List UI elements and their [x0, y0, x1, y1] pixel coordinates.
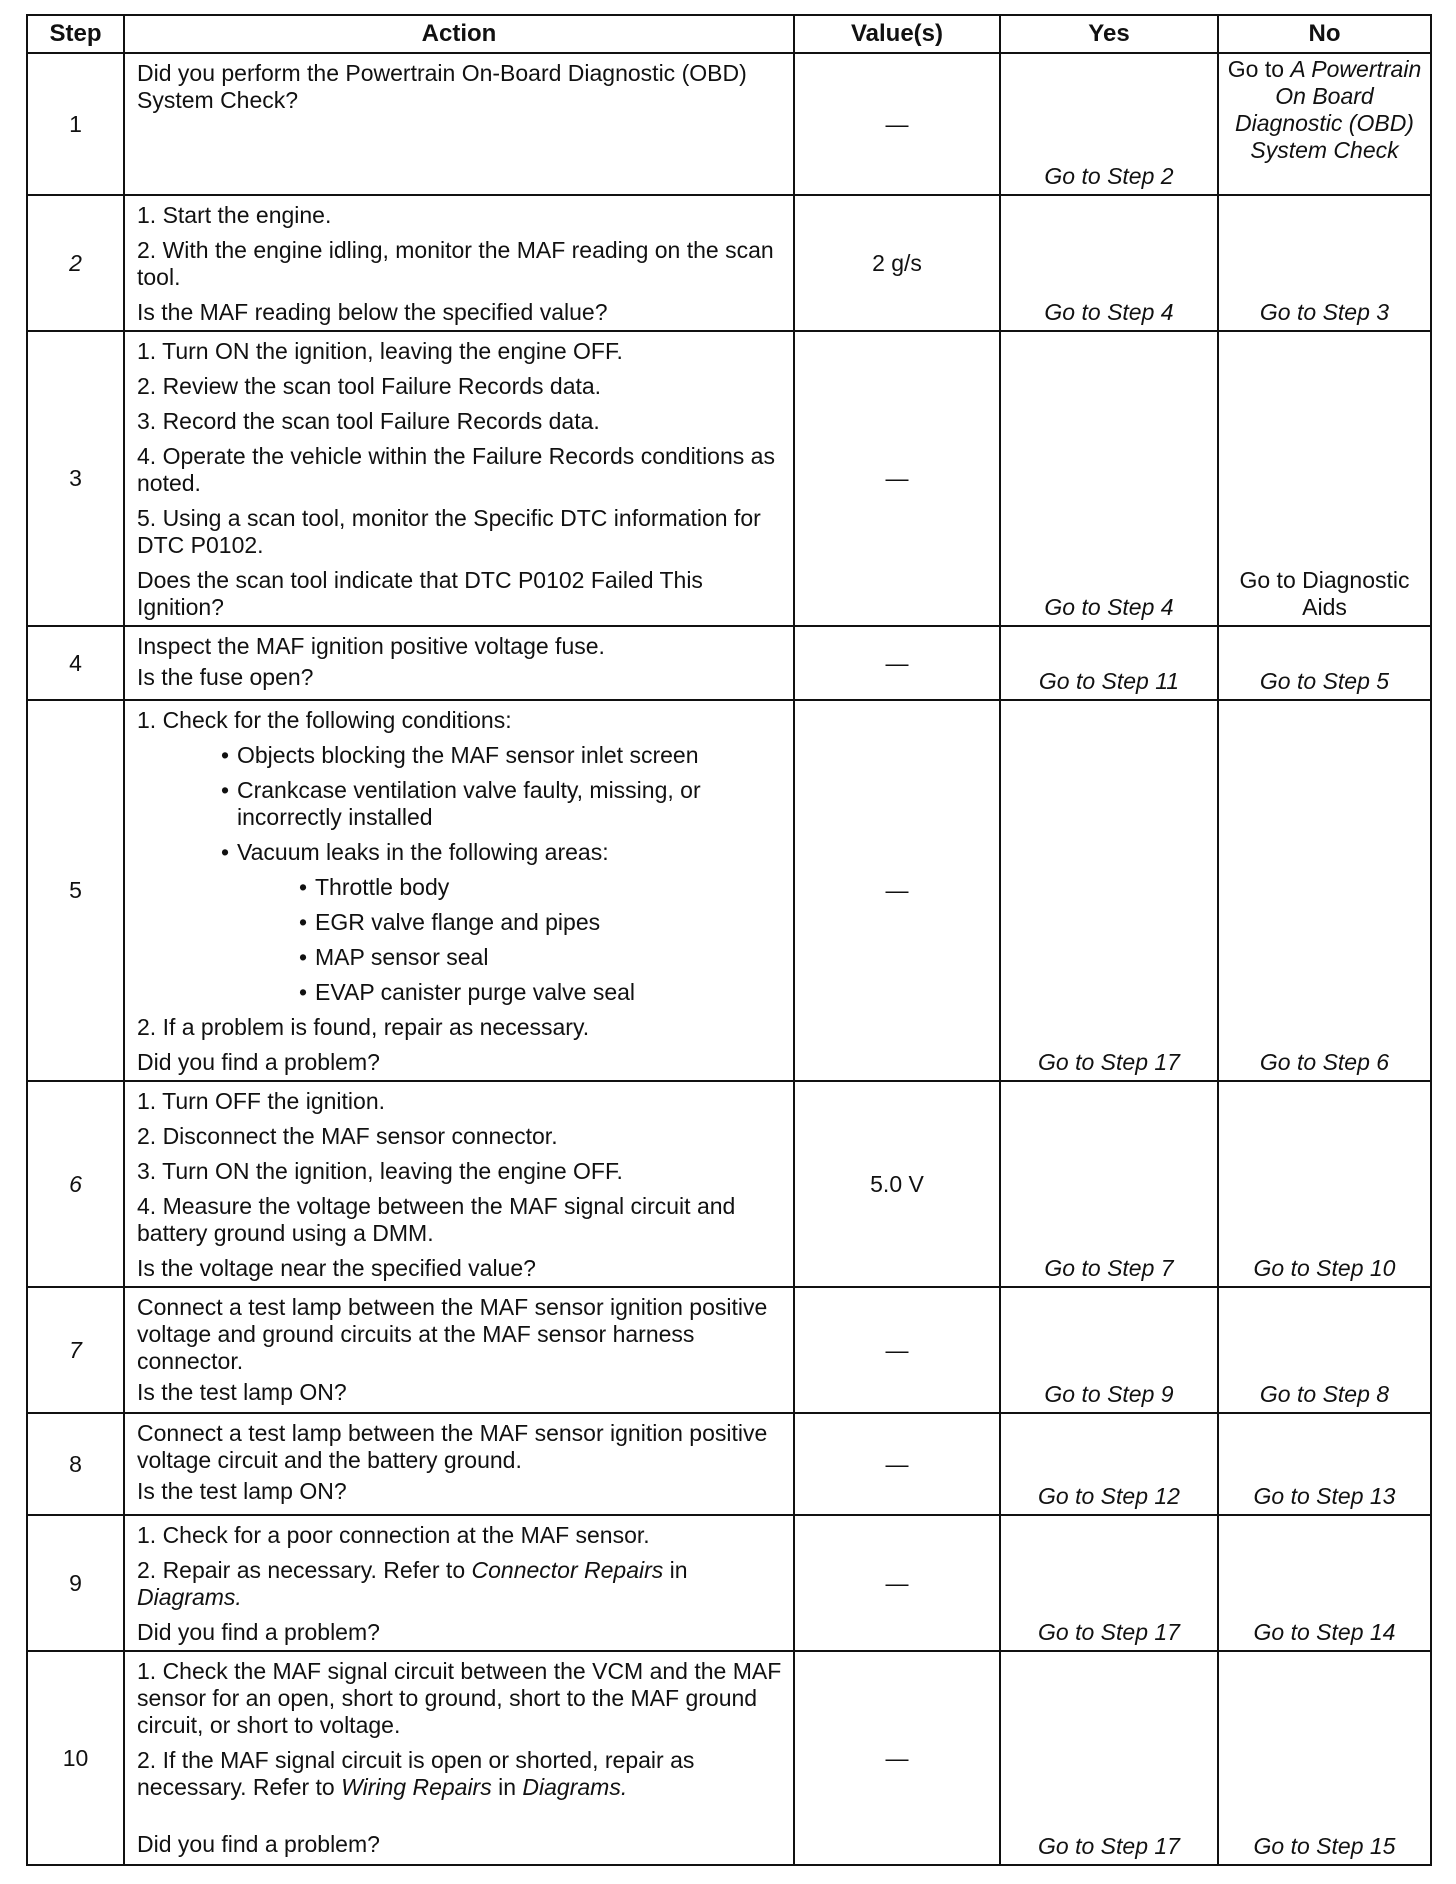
action-cell: [124, 1413, 794, 1515]
action-cell: [124, 700, 794, 1081]
action-item: [137, 505, 785, 559]
action-item-text: 1. Check for the following conditions:: [137, 707, 512, 733]
value-cell: —: [794, 1651, 1000, 1865]
action-item-text: 3. Record the scan tool Failure Records data.: [137, 408, 600, 434]
no-cell: Go to Step 13: [1218, 1413, 1431, 1515]
value-cell: 2 g/s: [794, 195, 1000, 331]
step-number: 2: [27, 195, 124, 331]
sub-bullet-item: • EVAP canister purge valve seal: [137, 979, 785, 1006]
header-action: Action: [124, 15, 794, 53]
sub-bullet-text: EGR valve flange and pipes: [315, 909, 601, 935]
table-row-step-6: [27, 1081, 1431, 1287]
table-row-step-9: [27, 1515, 1431, 1651]
no-cell: Go to Step 6: [1218, 700, 1431, 1081]
no-cell: Go to Step 5: [1218, 626, 1431, 700]
sub-bullet-item: • EGR valve flange and pipes: [137, 909, 785, 936]
action-cell: [124, 195, 794, 331]
step-number: 1: [27, 53, 124, 195]
header-no: No: [1218, 15, 1431, 53]
action-item-text: in: [663, 1557, 688, 1583]
no-link-text: A Powertrain On Board Diagnostic (OBD) System Check: [1235, 56, 1422, 163]
action-item-text: 2. If the MAF signal circuit is open or shorted, repair as necessary. Refer to: [137, 1747, 695, 1800]
no-cell: Go to Diagnostic Aids: [1218, 331, 1431, 626]
table-row-step-8: [27, 1413, 1431, 1515]
yes-cell: Go to Step 17: [1000, 1651, 1218, 1865]
header-step: Step: [27, 15, 124, 53]
yes-cell: Go to Step 11: [1000, 626, 1218, 700]
action-item: [137, 408, 785, 435]
bullet-text: Crankcase ventilation valve faulty, missing, or incorrectly installed: [237, 777, 701, 830]
action-item: [137, 338, 785, 365]
action-item: [137, 1088, 785, 1115]
value-cell: —: [794, 331, 1000, 626]
action-item: [137, 1193, 785, 1247]
action-item: [137, 1158, 785, 1185]
header-values: Value(s): [794, 15, 1000, 53]
header-yes: Yes: [1000, 15, 1218, 53]
no-cell: Go to Step 8: [1218, 1287, 1431, 1413]
value-cell: —: [794, 700, 1000, 1081]
value-cell: 5.0 V: [794, 1081, 1000, 1287]
action-item: [137, 1747, 785, 1801]
action-item-text: in: [491, 1774, 523, 1800]
action-item-text: 2. With the engine idling, monitor the MAF reading on the scan tool.: [137, 237, 774, 290]
yes-cell: Go to Step 17: [1000, 700, 1218, 1081]
action-cell: [124, 626, 794, 700]
no-cell: Go to Step 15: [1218, 1651, 1431, 1865]
action-item-text: 2. Review the scan tool Failure Records data.: [137, 373, 602, 399]
action-cell: [124, 1651, 794, 1865]
diagnostic-table: [26, 14, 1432, 1866]
yes-cell: Go to Step 7: [1000, 1081, 1218, 1287]
no-cell: [1218, 53, 1431, 195]
action-item: [137, 1658, 785, 1739]
action-item: [137, 707, 785, 734]
action-item: [137, 1014, 785, 1041]
action-item-text: 3. Turn ON the ignition, leaving the engine OFF.: [137, 1158, 623, 1184]
step-number: 4: [27, 626, 124, 700]
action-text: Inspect the MAF ignition positive voltage fuse.: [137, 633, 605, 659]
action-item-text: 2. Disconnect the MAF sensor connector.: [137, 1123, 558, 1149]
action-item: [137, 237, 785, 291]
action-text: Did you perform the Powertrain On-Board Diagnostic (OBD) System Check?: [137, 60, 747, 113]
action-item: [137, 202, 785, 229]
yes-cell: Go to Step 2: [1000, 53, 1218, 195]
reference-link: Connector Repairs: [471, 1557, 664, 1583]
table-row-step-1: [27, 53, 1431, 195]
action-text: Connect a test lamp between the MAF sensor ignition positive voltage circuit and the battery ground.: [137, 1420, 768, 1473]
action-item-text: 1. Check for a poor connection at the MAF sensor.: [137, 1522, 650, 1548]
action-cell: [124, 331, 794, 626]
action-cell: [124, 1081, 794, 1287]
action-question: Did you find a problem?: [137, 1049, 380, 1075]
diagnostic-table-container: [26, 14, 1432, 1866]
action-question: Is the voltage near the specified value?: [137, 1255, 536, 1281]
yes-cell: Go to Step 9: [1000, 1287, 1218, 1413]
bullet-text: Objects blocking the MAF sensor inlet screen: [237, 742, 699, 768]
table-row-step-10: [27, 1651, 1431, 1865]
sub-bullet-text: EVAP canister purge valve seal: [315, 979, 636, 1005]
no-cell: Go to Step 10: [1218, 1081, 1431, 1287]
action-item-text: 2. If a problem is found, repair as necessary.: [137, 1014, 590, 1040]
value-cell: —: [794, 1287, 1000, 1413]
action-item: [137, 443, 785, 497]
table-row-step-7: [27, 1287, 1431, 1413]
no-text: Go to: [1227, 56, 1291, 82]
reference-link: Wiring Repairs: [341, 1774, 492, 1800]
bullet-item: • Vacuum leaks in the following areas:: [137, 839, 785, 866]
action-text: Connect a test lamp between the MAF sensor ignition positive voltage and ground circuits at the MAF sensor harness connector.: [137, 1294, 768, 1374]
action-item-text: 1. Check the MAF signal circuit between the VCM and the MAF sensor for an open, short to ground, short to the MAF ground circuit, or short to voltage.: [137, 1658, 782, 1738]
table-row-step-2: [27, 195, 1431, 331]
yes-cell: Go to Step 4: [1000, 331, 1218, 626]
action-item: [137, 373, 785, 400]
table-row-step-3: [27, 331, 1431, 626]
action-item-text: 4. Operate the vehicle within the Failure Records conditions as noted.: [137, 443, 775, 496]
bullet-text: Vacuum leaks in the following areas:: [237, 839, 609, 865]
table-row-step-5: [27, 700, 1431, 1081]
action-item: [137, 1522, 785, 1549]
reference-section: Diagrams.: [137, 1584, 242, 1610]
sub-bullet-text: Throttle body: [315, 874, 450, 900]
action-item-text: 1. Start the engine.: [137, 202, 332, 228]
action-cell: [124, 53, 794, 195]
sub-bullet-item: • Throttle body: [137, 874, 785, 901]
step-number: 6: [27, 1081, 124, 1287]
bullet-item: • Objects blocking the MAF sensor inlet screen: [137, 742, 785, 769]
step-number: 3: [27, 331, 124, 626]
yes-cell: Go to Step 17: [1000, 1515, 1218, 1651]
action-question: Did you find a problem?: [137, 1831, 380, 1857]
no-cell: Go to Step 3: [1218, 195, 1431, 331]
action-question: Does the scan tool indicate that DTC P0102 Failed This Ignition?: [137, 567, 703, 620]
action-cell: [124, 1287, 794, 1413]
no-cell: Go to Step 14: [1218, 1515, 1431, 1651]
action-question: Is the test lamp ON?: [137, 1478, 347, 1504]
action-question: Is the fuse open?: [137, 664, 314, 690]
value-cell: —: [794, 1413, 1000, 1515]
action-cell: [124, 1515, 794, 1651]
header-row: [27, 15, 1431, 53]
step-number: 8: [27, 1413, 124, 1515]
sub-bullet-item: • MAP sensor seal: [137, 944, 785, 971]
action-item-text: 1. Turn ON the ignition, leaving the engine OFF.: [137, 338, 623, 364]
step-number: 9: [27, 1515, 124, 1651]
sub-bullet-text: MAP sensor seal: [315, 944, 489, 970]
action-item-text: 1. Turn OFF the ignition.: [137, 1088, 386, 1114]
yes-cell: Go to Step 12: [1000, 1413, 1218, 1515]
action-question: Did you find a problem?: [137, 1619, 380, 1645]
step-number: 5: [27, 700, 124, 1081]
table-row-step-4: [27, 626, 1431, 700]
reference-section: Diagrams.: [522, 1774, 628, 1800]
step-number: 10: [27, 1651, 124, 1865]
action-item: [137, 1123, 785, 1150]
bullet-item: • Crankcase ventilation valve faulty, missing, or incorrectly installed: [137, 777, 785, 831]
action-question: Is the MAF reading below the specified value?: [137, 299, 608, 325]
action-item-text: 2. Repair as necessary. Refer to: [137, 1557, 472, 1583]
value-cell: —: [794, 1515, 1000, 1651]
action-item-text: 5. Using a scan tool, monitor the Specific DTC information for DTC P0102.: [137, 505, 761, 558]
value-cell: —: [794, 626, 1000, 700]
action-item: [137, 1557, 785, 1611]
yes-cell: Go to Step 4: [1000, 195, 1218, 331]
value-cell: —: [794, 53, 1000, 195]
step-number: 7: [27, 1287, 124, 1413]
action-item-text: 4. Measure the voltage between the MAF signal circuit and battery ground using a DMM.: [137, 1193, 736, 1246]
action-question: Is the test lamp ON?: [137, 1379, 347, 1405]
